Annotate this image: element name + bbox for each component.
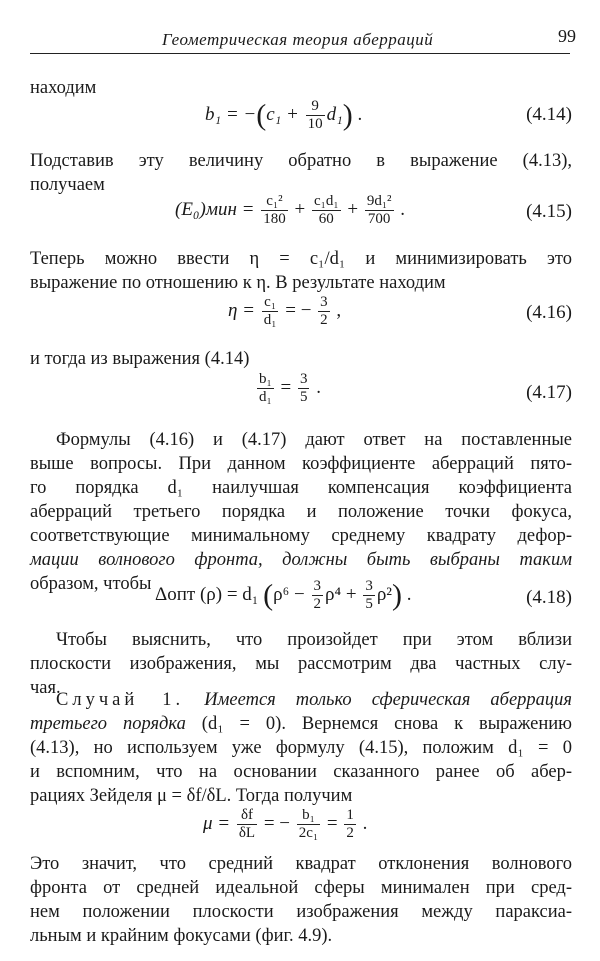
header-rule: [30, 53, 570, 54]
eq-tail: d₁: [326, 103, 343, 125]
paragraph-introduce-eta: [30, 247, 572, 295]
text-line: Теперь можно ввести η = c₁/d₁ и минимизировать это: [30, 249, 572, 269]
text-line: чая.: [30, 678, 61, 698]
page-number: 99: [558, 26, 576, 46]
text-line: Формулы (4.16) и (4.17) дают ответ на поставленные: [56, 430, 572, 450]
fraction: $\frac{\delta f}{\delta L}$: [238, 807, 256, 841]
eq-end: .: [406, 583, 412, 605]
eq-lhs: b₁ = −: [205, 103, 257, 125]
eq-lhs: μ =: [203, 812, 235, 834]
equation-number: (4.17): [526, 382, 572, 403]
fraction: $\frac{\text{c₁²}}{180}$: [263, 193, 286, 227]
text-line: аберраций третьего порядка и положение точки фокуса,: [30, 502, 572, 522]
eq-term: ρ²: [376, 583, 393, 605]
eq-end: .: [316, 376, 321, 398]
eq-term: ρ⁴ +: [325, 583, 357, 605]
text-line: Это значит, что средний квадрат отклонения волнового: [30, 854, 572, 874]
text-line: получаем: [30, 175, 105, 195]
text-line: фронта от средней идеальной сферы минимален при сред-: [30, 878, 572, 898]
fraction: $\frac{3}{5}$: [299, 371, 308, 405]
equation-4-16: [228, 294, 341, 329]
text-line: мации волнового фронта, должны быть выбраны таким: [30, 550, 572, 570]
text-line: соответствующие минимальному среднему квадрату дефор-: [30, 526, 572, 546]
text-line: [30, 712, 572, 736]
fraction: $\frac{3}{2}$: [313, 578, 321, 612]
running-title: Геометрическая теория аберраций: [162, 30, 434, 49]
equation-4-18: [155, 578, 412, 613]
case-title: Имеется только сферическая аберрация: [204, 690, 573, 710]
text-line: и тогда из выражения (4.14): [30, 349, 250, 369]
paren-close: ): [392, 578, 403, 612]
text-line: выше вопросы. При данном коэффициенте аберраций пято-: [30, 454, 572, 474]
text-line: выражение по отношению к η. В результате находим: [30, 273, 446, 293]
eq-term: ρ⁶ −: [273, 583, 305, 605]
fraction: $\frac{\text{b₁}}{\text{2c₁}}$: [298, 807, 319, 841]
equation-4-14: [205, 98, 362, 133]
text-line: (4.13), но используем уже формулу (4.15), положим d₁ = 0: [30, 738, 572, 758]
text-line: го порядка d₁ наилучшая компенсация коэффициента: [30, 478, 572, 498]
paren-open: (: [263, 578, 274, 612]
fraction: $\frac{\text{b₁}}{\text{d₁}}$: [259, 371, 272, 405]
eq-lhs: Δопт (ρ) = d₁: [155, 583, 259, 605]
fraction: $\frac{\text{c₁d₁}}{60}$: [313, 193, 339, 227]
paragraph-formulas: [30, 428, 572, 596]
fraction: $\frac{\text{9d₁²}}{700}$: [366, 193, 392, 227]
fraction: $\frac{3}{5}$: [365, 578, 373, 612]
eq-end: .: [400, 198, 406, 220]
paragraph-case-1: [30, 688, 572, 808]
paragraph-then: [30, 347, 572, 371]
fraction: $\frac{\text{c₁}}{\text{d₁}}$: [263, 294, 277, 328]
eq-end: .: [362, 812, 368, 834]
equation-number: (4.18): [526, 587, 572, 608]
text-line: Чтобы выяснить, что произойдет при этом вблизи: [56, 630, 572, 650]
case-title-cont: третьего порядка: [30, 714, 186, 734]
eq-end: .: [357, 103, 363, 125]
text-line: образом, чтобы: [30, 574, 152, 594]
text-line: нем положении плоскости изображения между параксиа-: [30, 902, 572, 922]
paren-close: ): [342, 98, 353, 132]
fraction: $\frac{1}{2}$: [346, 807, 354, 841]
equation-4-15: (E₀)мин = $\frac{\text{c₁²}}{180}$ + $\frac{\text{c₁d₁}}{60}$ + $\frac{\text{9d₁²}}{700}$ .: [175, 193, 406, 227]
text-line: [30, 688, 572, 712]
eq-mid: =: [326, 812, 338, 834]
eq-mid: = −: [285, 299, 312, 321]
paragraph-conclusion: [30, 852, 572, 948]
fraction: $\frac{9}{10}$: [307, 98, 323, 132]
equation-number: (4.16): [526, 302, 572, 323]
paragraph-intro: [30, 76, 572, 100]
equation-number: (4.14): [526, 104, 572, 125]
text-line: и вспомним, что на основании сказанного ранее об абер-: [30, 762, 572, 782]
equation-number: (4.15): [526, 201, 572, 222]
eq-end: ,: [336, 299, 342, 321]
text-line: Подставив эту величину обратно в выражение (4.13),: [30, 151, 572, 171]
paragraph-substitute: [30, 149, 572, 197]
fraction: $\frac{3}{2}$: [320, 294, 328, 328]
equation-4-17: [255, 371, 321, 406]
case-heading: Случай 1.: [56, 690, 185, 710]
text-fragment: (d₁ = 0). Вернемся снова к выражению: [201, 714, 572, 734]
eq-lhs: (E₀)мин =: [175, 198, 260, 220]
eq-mid: =: [280, 376, 292, 398]
paren-open: (: [256, 98, 267, 132]
eq-mid: = −: [263, 812, 291, 834]
text-line: плоскости изображения, мы рассмотрим два частных слу-: [30, 654, 572, 674]
text-line: льным и крайним фокусами (фиг. 4.9).: [30, 926, 333, 946]
eq-inner: c₁ +: [266, 103, 304, 125]
page-header: [30, 22, 576, 52]
text-line: рациях Зейделя μ = δf/δL. Тогда получим: [30, 786, 353, 806]
eq-lhs: η =: [228, 299, 260, 321]
text-line: находим: [30, 78, 97, 98]
equation-mu: [203, 807, 367, 842]
